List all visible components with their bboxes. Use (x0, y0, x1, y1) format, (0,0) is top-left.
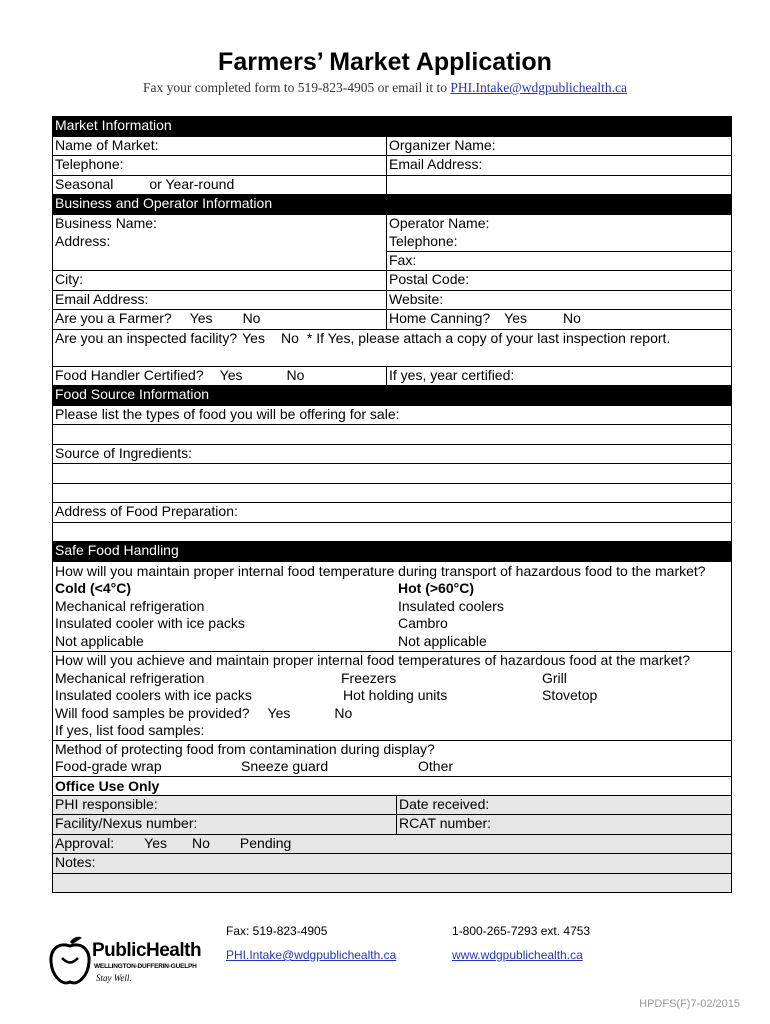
form-row (53, 796, 731, 816)
inspected-label: Are you an inspected facility? (55, 329, 238, 346)
approval-label: Approval: (55, 834, 115, 851)
hot-option[interactable]: Not applicable (398, 632, 487, 649)
subtitle-email-link[interactable]: PHI.Intake@wdgpublichealth.ca (450, 80, 628, 95)
samples-label: Will food samples be provided? (55, 704, 250, 721)
inspected-yes-option[interactable]: Yes (242, 329, 265, 346)
section-market (53, 117, 731, 137)
footer-web-link[interactable]: www.wdgpublichealth.ca (452, 948, 583, 962)
footer-phone: 1-800-265-7293 ext. 4753 (452, 924, 591, 938)
form-row (53, 741, 731, 777)
temp-columns (55, 580, 729, 650)
section-title: Market Information (53, 117, 731, 136)
market-telephone-field[interactable]: Telephone: (53, 156, 387, 175)
cold-option[interactable]: Insulated cooler with ice packs (55, 615, 245, 631)
canning-no-option[interactable]: No (563, 310, 581, 326)
logo-text: PublicHealth (92, 940, 202, 961)
market-option[interactable]: Stovetop (542, 687, 598, 703)
empty-cell (387, 176, 731, 195)
samples-list-field[interactable]: If yes, list food samples: (55, 722, 205, 738)
operator-name-field[interactable]: Operator Name: (389, 214, 490, 231)
cold-option[interactable]: Not applicable (55, 632, 144, 649)
market-option[interactable]: Grill (542, 669, 567, 686)
hot-option[interactable]: Insulated coolers (398, 597, 504, 614)
market-option[interactable]: Insulated coolers with ice packs (55, 687, 252, 703)
office-use-title: Office Use Only (53, 777, 731, 796)
logo-tagline: Stay Well. (96, 973, 132, 983)
cold-heading: Cold (<4°C) (55, 580, 131, 596)
approval-field (53, 835, 731, 854)
section-title: Business and Operator Information (53, 195, 731, 214)
footer-email-link[interactable]: PHI.Intake@wdgpublichealth.ca (226, 948, 397, 962)
phi-field[interactable]: PHI responsible: (53, 796, 397, 815)
transport-question: How will you maintain proper internal food temperature during transport of hazardous food to the market? (55, 562, 706, 579)
form-row (53, 367, 731, 387)
section-safe-food (53, 542, 731, 562)
market-name-field[interactable]: Name of Market: (53, 137, 387, 156)
approval-yes-option[interactable]: Yes (144, 834, 167, 851)
logo-subtext: WELLINGTON-DUFFERIN-GUELPH (94, 963, 197, 970)
hot-option[interactable]: Cambro (398, 615, 448, 631)
address-field[interactable]: Address: (53, 233, 387, 270)
food-types-field[interactable] (53, 425, 731, 444)
contamination-option[interactable]: Sneeze guard (241, 758, 329, 774)
cold-column (55, 580, 398, 650)
market-option[interactable]: Mechanical refrigeration (55, 669, 205, 686)
section-title: Safe Food Handling (53, 542, 731, 561)
form-row (53, 484, 731, 504)
form-row (53, 652, 731, 741)
prep-address-label: Address of Food Preparation: (55, 503, 238, 519)
inspected-question (53, 330, 731, 366)
ingredients-field[interactable] (53, 464, 731, 483)
section-business (53, 195, 731, 215)
handler-label: Food Handler Certified? (55, 366, 204, 383)
hot-heading: Hot (>60°C) (398, 580, 474, 596)
market-option[interactable]: Freezers (341, 669, 397, 686)
subtitle-text: Fax your completed form to 519-823-4905 or email it to (142, 80, 451, 95)
form-row (53, 464, 731, 484)
farmer-question (53, 310, 387, 329)
notes-field[interactable]: Notes: (55, 854, 96, 870)
canning-yes-option[interactable]: Yes (504, 310, 528, 326)
footer-email-wrap (226, 948, 396, 962)
handler-yes-option[interactable]: Yes (219, 366, 243, 383)
options-row (55, 687, 729, 705)
form-row (53, 425, 731, 445)
form-row (53, 815, 731, 835)
inspected-no-option[interactable]: No (280, 329, 299, 346)
market-email-field[interactable]: Email Address: (389, 156, 483, 172)
samples-no-option[interactable]: No (334, 704, 353, 721)
canning-question (387, 310, 731, 329)
telephone-field[interactable]: Telephone: (387, 233, 731, 252)
farmer-yes-option[interactable]: Yes (189, 310, 213, 326)
postal-code-field[interactable]: Postal Code: (389, 271, 470, 287)
year-round-option[interactable]: or Year-round (149, 175, 235, 192)
form-row (53, 445, 731, 465)
market-temp-block (53, 652, 731, 740)
contamination-option[interactable]: Food-grade wrap (55, 758, 162, 774)
form-row (53, 406, 731, 426)
year-certified-field[interactable]: If yes, year certified: (389, 366, 515, 383)
farmer-label: Are you a Farmer? (55, 310, 172, 326)
city-field[interactable]: City: (53, 271, 387, 290)
season-field[interactable] (53, 176, 387, 195)
approval-pending-option[interactable]: Pending (239, 834, 292, 851)
options-row (55, 758, 729, 776)
contamination-block (53, 741, 731, 776)
handler-no-option[interactable]: No (286, 366, 305, 383)
facility-field[interactable]: Facility/Nexus number: (53, 815, 397, 834)
form-row (53, 523, 731, 543)
business-name-field[interactable]: Business Name: (53, 215, 387, 234)
page-title: Farmers’ Market Application (218, 48, 552, 76)
form-row (53, 156, 731, 176)
contamination-option[interactable]: Other (418, 758, 454, 774)
contamination-question: Method of protecting food from contamination during display? (55, 740, 435, 757)
form-row (53, 233, 731, 271)
inspection-note: * If Yes, please attach a copy of your last inspection report. (306, 329, 671, 346)
public-health-logo (48, 934, 208, 988)
footer-fax: Fax: 519-823-4905 (226, 924, 328, 938)
form-row (53, 271, 731, 291)
form-row (53, 835, 731, 855)
form-row (53, 562, 731, 653)
subtitle (0, 80, 770, 96)
form-row (53, 503, 731, 523)
form-row (53, 176, 731, 196)
transport-block (53, 562, 731, 652)
ingredients-field[interactable] (53, 484, 731, 503)
samples-question (55, 705, 729, 723)
options-row (55, 670, 729, 688)
form-row (53, 854, 731, 874)
form-row (53, 215, 731, 234)
form-row (53, 291, 731, 311)
footer-web-wrap (452, 948, 583, 962)
food-types-label: Please list the types of food you will be offering for sale: (55, 405, 400, 422)
approval-no-option[interactable]: No (192, 834, 210, 851)
seasonal-option[interactable]: Seasonal (55, 175, 114, 192)
form-row (53, 874, 731, 893)
canning-label: Home Canning? (389, 310, 491, 326)
form-row (53, 310, 731, 330)
contact-cells (387, 233, 731, 270)
form-row (53, 137, 731, 157)
farmer-no-option[interactable]: No (242, 310, 261, 326)
rcat-field[interactable]: RCAT number: (399, 815, 492, 831)
section-title: Food Source Information (53, 386, 731, 405)
prep-address-field[interactable] (53, 523, 731, 542)
hot-column (398, 580, 504, 650)
notes-field[interactable] (53, 874, 731, 893)
samples-yes-option[interactable]: Yes (267, 704, 291, 721)
form-code: HPDFS(F)7-02/2015 (639, 998, 740, 1010)
website-field[interactable]: Website: (389, 290, 444, 307)
organizer-name-field[interactable]: Organizer Name: (389, 136, 496, 153)
section-food-source (53, 386, 731, 406)
fax-field[interactable]: Fax: (389, 251, 417, 268)
business-email-field[interactable]: Email Address: (53, 291, 387, 310)
handler-question (53, 367, 387, 386)
market-option[interactable]: Hot holding units (343, 687, 448, 703)
ingredients-label: Source of Ingredients: (55, 444, 192, 461)
application-form (52, 116, 732, 893)
date-received-field[interactable]: Date received: (399, 795, 490, 812)
form-row (53, 330, 731, 367)
cold-option[interactable]: Mechanical refrigeration (55, 597, 205, 614)
market-temp-question: How will you achieve and maintain proper internal food temperatures of hazardous food at the market? (55, 652, 691, 668)
